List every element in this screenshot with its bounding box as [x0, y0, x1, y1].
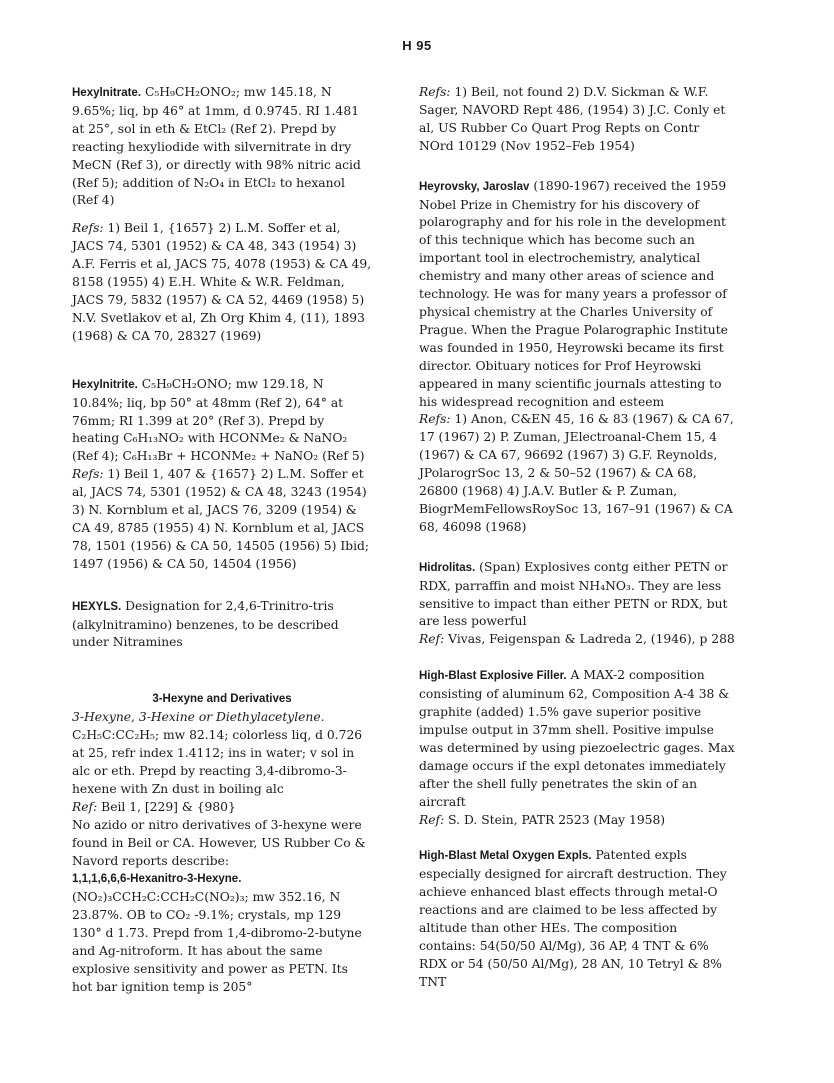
entry-body: Designation for 2,4,6-Trinitro-tris (alkylnitramino) benzenes, to be described under Nitramines	[72, 598, 339, 650]
entry-hexylnitrite	[72, 376, 372, 574]
note-text: No azido or nitro derivatives of 3-hexyne were found in Beil or CA. However, US Rubber Co & Navord reports describe:	[72, 817, 366, 868]
entry-body: (1890-1967) received the 1959 Nobel Prize in Chemistry for his discovery of polarography and for his role in the development of this technique which has become such an important tool in electrochemistry, analytical chemistry and many other areas of science and technology. He was for many years a professor of physical chemistry at the Charles University of Prague. When the Prague Polarographic Institute was founded in 1950, Heyrowski became its first director. Obituary notices for Prof Heyrowski appeared in many scientific journals attesting to his widespread recognition and esteem	[419, 178, 728, 409]
refs-text: 1) Beil, not found 2) D.V. Sickman & W.F. Sager, NAVORD Rept 486, (1954) 3) J.C. Conly et al, US Rubber Co Quart Prog Repts on Contr NOrd 10129 (Nov 1952–Feb 1954)	[419, 85, 726, 153]
refs-text: 1) Beil 1, 407 & {1657} 2) L.M. Soffer et al, JACS 74, 5301 (1952) & CA 48, 3243 (1954) 3) N. Kornblum et al, JACS 76, 3209 (1954) & CA 49, 8785 (1955) 4) N. Kornblum et al, JACS 78, 1501 (1956) & CA 50, 14505 (1956) 5) Ibid; 1497 (1956) & CA 50, 14504 (1956)	[72, 467, 370, 571]
entry-title: Hidrolitas.	[419, 561, 476, 574]
entry-body: C₂H₅C:CC₂H₅; mw 82.14; colorless liq, d 0.726 at 25, refr index 1.4112; ins in water; v sol in alc or eth. Prepd by reacting 3,4-dibromo-3-hexene with Zn dust in boiling alc	[72, 728, 363, 796]
sub-entry-body: (NO₂)₃CCH₂C:CCH₂C(NO₂)₃; mw 352.16, N 23.87%. OB to CO₂ -9.1%; crystals, mp 129 130° d 1.73. Prepd from 1,4-dibromo-2-butyne and Ag-nitroform. It has about the same explosive sensitivity and power as PETN. Its hot bar ignition temp is 205°	[72, 890, 362, 994]
refs-label: Refs:	[419, 412, 451, 427]
refs-label: Refs:	[419, 85, 451, 99]
left-column	[72, 84, 372, 1015]
refs-label: Refs:	[72, 467, 104, 482]
entry-title: Hexylnitrate.	[72, 87, 142, 99]
entry-body: A MAX-2 composition consisting of aluminum 62, Composition A-4 38 & graphite (added) 1.5% gave superior positive impulse output in 37mm shell. Positive impulse was determined by using piezoelectric gages. Max damage occurs if the expl detonates immediately after the shell fully penetrates the skin of an aircraft	[419, 668, 735, 809]
entry-body: C₅H₉CH₂ONO₂; mw 145.18, N 9.65%; liq, bp 46° at 1mm, d 0.9745. RI 1.481 at 25°, sol in eth & EtCl₂ (Ref 2). Prepd by reacting hexyliodide with silvernitrate in dry MeCN (Ref 3), or directly with 98% nitric acid (Ref 5); addition of N₂O₄ in EtCl₂ to hexanol (Ref 4)	[72, 85, 361, 208]
entry-title: Heyrovsky, Jaroslav	[419, 180, 530, 193]
entry-hexylnitrate	[72, 84, 372, 346]
entry-body: (Span) Explosives contg either PETN or RDX, parraffin and moist NH₄NO₃. They are less sensitive to impact than either PETN or RDX, but are less powerful	[419, 559, 728, 629]
entry-hexyls	[72, 598, 372, 653]
entry-refs-continued	[419, 84, 737, 156]
entry-hexyne	[72, 690, 372, 996]
section-title: 3-Hexyne and Derivatives	[152, 693, 292, 706]
ref-text: S. D. Stein, PATR 2523 (May 1958)	[448, 812, 666, 827]
entry-body: C₅H₉CH₂ONO; mw 129.18, N 10.84%; liq, bp 50° at 48mm (Ref 2), 64° at 76mm; RI 1.399 at 20° (Ref 3). Prepd by heating C₆H₁₃NO₂ with HCONMe₂ & NaNO₂ (Ref 4); C₆H₁₃Br + HCONMe₂ + NaNO₂ (Ref 5)	[72, 376, 365, 464]
synonyms: 3-Hexyne, 3-Hexine or Diethylacetylene.	[72, 710, 325, 725]
entry-title: High-Blast Explosive Filler.	[419, 670, 567, 683]
entry-title: HEXYLS.	[72, 600, 122, 613]
entry-title: Hexylnitrite.	[72, 378, 138, 391]
ref-label: Ref:	[419, 632, 445, 647]
entry-high-blast-filler	[419, 667, 737, 829]
entry-hidrolitas	[419, 559, 737, 650]
entry-heyrovsky	[419, 178, 737, 537]
refs-text: 1) Beil 1, {1657} 2) L.M. Soffer et al, JACS 74, 5301 (1952) & CA 48, 343 (1954) 3) A.F. Ferris et al, JACS 75, 4078 (1953) & CA 49, 8158 (1955) 4) E.H. White & W.R. Feldman, JACS 79, 5832 (1957) & CA 52, 4469 (1958) 5) N.V. Svetlakov et al, Zh Org Khim 4, (11), 1893 (1968) & CA 70, 28327 (1969)	[72, 221, 372, 343]
ref-label: Ref:	[419, 812, 445, 827]
sub-entry-title: 1,1,1,6,6,6-Hexanitro-3-Hexyne.	[72, 873, 242, 886]
entry-body: Patented expls especially designed for aircraft destruction. They achieve enhanced blast effects through metal-O reactions and are claimed to be less affected by altitude than other HEs. The composition contains: 54(50/50 Al/Mg), 36 AP, 4 TNT & 6% RDX or 54 (50/50 Al/Mg), 28 AN, 10 Tetryl & 8% TNT	[419, 848, 727, 989]
entry-title: High-Blast Metal Oxygen Expls.	[419, 850, 592, 863]
ref-text: Beil 1, [229] & {980}	[101, 799, 236, 814]
entry-high-blast-metal	[419, 847, 737, 991]
refs-text: 1) Anon, C&EN 45, 16 & 83 (1967) & CA 67, 17 (1967) 2) P. Zuman, JElectroanal-Chem 15, 4 (1967) & CA 67, 96692 (1967) 3) G.F. Reynolds, JPolarogrSoc 13, 2 & 50–52 (1967) & CA 68, 26800 (1968) 4) J.A.V. Butler & P. Zuman, BiogrMemFellowsRoySoc 13, 167–91 (1967) & CA 68, 46098 (1968)	[419, 412, 734, 534]
page-number: H 95	[402, 38, 432, 53]
ref-label: Ref:	[72, 799, 98, 814]
refs-label: Refs:	[72, 221, 104, 236]
right-column	[419, 84, 737, 1010]
ref-text: Vivas, Feigenspan & Ladreda 2, (1946), p 288	[448, 632, 735, 647]
